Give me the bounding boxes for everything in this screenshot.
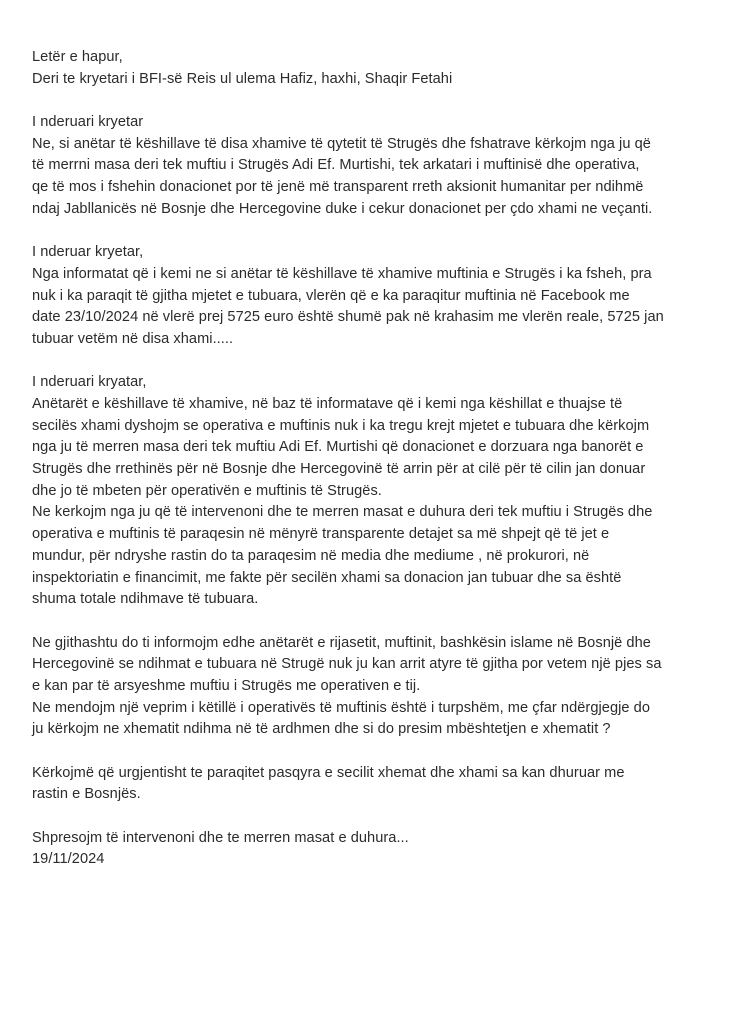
text-line: të merrni masa deri tek muftiu i Strugës Adi Ef. Murtishi, tek arkatari i muftinisë dhe operativa,: [32, 157, 640, 174]
blank-line: [32, 221, 732, 243]
text-line: nuk i ka paraqit të gjitha mjetet e tubuara, vlerën që e ka paraqitur muftinia në Facebook me: [32, 287, 630, 304]
text-line: inspektoriatin e financimit, me fakte për secilën xhami sa donacion jan tubuar dhe sa është: [32, 569, 622, 586]
text-line: e kan par të arsyeshme muftiu i Strugës me operativen e tij.: [32, 677, 421, 694]
text-line: date 23/10/2024 në vlerë prej 5725 euro është shumë pak në krahasim me vlerën reale, 5725 jan: [32, 309, 664, 326]
paragraph-4: [32, 633, 732, 741]
text-line: Ne, si anëtar të këshillave të disa xhamive të qytetit të Strugës dhe fshatrave kërkojm nga ju që: [32, 135, 651, 152]
paragraph-2: [32, 242, 732, 350]
letter-closing: [32, 828, 732, 871]
paragraph-5: [32, 763, 732, 806]
text-line: ju kërkojm ne xhematit ndihma në të ardhmen dhe si do presim mbështetjen e xhematit ?: [32, 721, 611, 738]
text-line: Kërkojmë që urgjentisht te paraqitet pasqyra e secilit xhemat dhe xhami sa kan dhuruar me: [32, 764, 625, 781]
text-line: operativa e muftinis të paraqesin në mënyrë transparente detajet sa më shpejt që të jet e: [32, 526, 610, 543]
letter-heading: Letër e hapur,: [32, 49, 123, 65]
text-line: shuma totale ndihmave të tubuara.: [32, 591, 259, 608]
text-line: Strugës dhe rrethinës për në Bosnje dhe Hercegovinë të arrin për at cilë për të cilin jan donuar: [32, 461, 646, 478]
blank-line: [32, 611, 732, 633]
letter-opening: [32, 47, 732, 90]
blank-line: [32, 741, 732, 763]
closing-text: Shpresojm të intervenoni dhe te merren masat e duhura...: [32, 829, 409, 846]
text-line: qe të mos i fshehin donacionet por të jenë më transparent rreth aksionit humanitar per ndihmë: [32, 179, 644, 196]
paragraph-1: [32, 112, 732, 220]
paragraph-3: [32, 372, 732, 611]
text-line: ndaj Jabllanicës në Bosnje dhe Hercegovine duke i cekur donacionet per çdo xhami ne veçanti.: [32, 200, 653, 217]
text-line: Ne gjithashtu do ti informojm edhe anëtarët e rijasetit, muftinit, bashkësin islame në Bosnjë dhe: [32, 634, 651, 651]
text-line: Nga informatat që i kemi ne si anëtar të këshillave të xhamive muftinia e Strugës i ka fsheh, pra: [32, 265, 652, 282]
blank-line: [32, 90, 732, 112]
text-line: tubuar vetëm në disa xhami.....: [32, 330, 234, 347]
blank-line: [32, 351, 732, 373]
salutation: I nderuari kryetar: [32, 114, 144, 131]
text-line: nga ju të merren masa deri tek muftiu Adi Ef. Murtishi që donacionet e dorzuara nga banorët e: [32, 439, 644, 456]
text-line: Anëtarët e këshillave të xhamive, në baz të informatave që i kemi nga këshillat e thuajse të: [32, 396, 623, 412]
text-line: Ne mendojm një veprim i këtillë i operativës të muftinis është i turpshëm, me çfar ndërgjegje do: [32, 699, 651, 716]
text-line: secilës xhami dyshojm se operativa e muftinis nuk i ka tregu krejt mjetet e tubuara dhe kërkojm: [32, 417, 650, 434]
letter-addressee: Deri te kryetari i BFI-së Reis ul ulema Hafiz, haxhi, Shaqir Fetahi: [32, 70, 453, 87]
text-line: mundur, për ndryshe rastin do ta paraqesim në media dhe mediume , në prokurori, në: [32, 547, 590, 564]
letter-date: 19/11/2024: [32, 851, 105, 868]
text-line: dhe jo të mbeten për operativën e muftinis të Strugës.: [32, 482, 382, 499]
text-line: rastin e Bosnjës.: [32, 786, 141, 803]
open-letter: [32, 47, 732, 871]
salutation: I nderuari kryatar,: [32, 374, 147, 391]
blank-line: [32, 806, 732, 828]
text-line: Ne kerkojm nga ju që të intervenoni dhe te merren masat e duhura deri tek muftiu i Strugës dhe: [32, 504, 653, 521]
salutation: I nderuar kryetar,: [32, 244, 144, 261]
text-line: Hercegovinë se ndihmat e tubuara në Strugë nuk ju kan arrit atyre të gjitha por vetem një pjes sa: [32, 656, 662, 673]
